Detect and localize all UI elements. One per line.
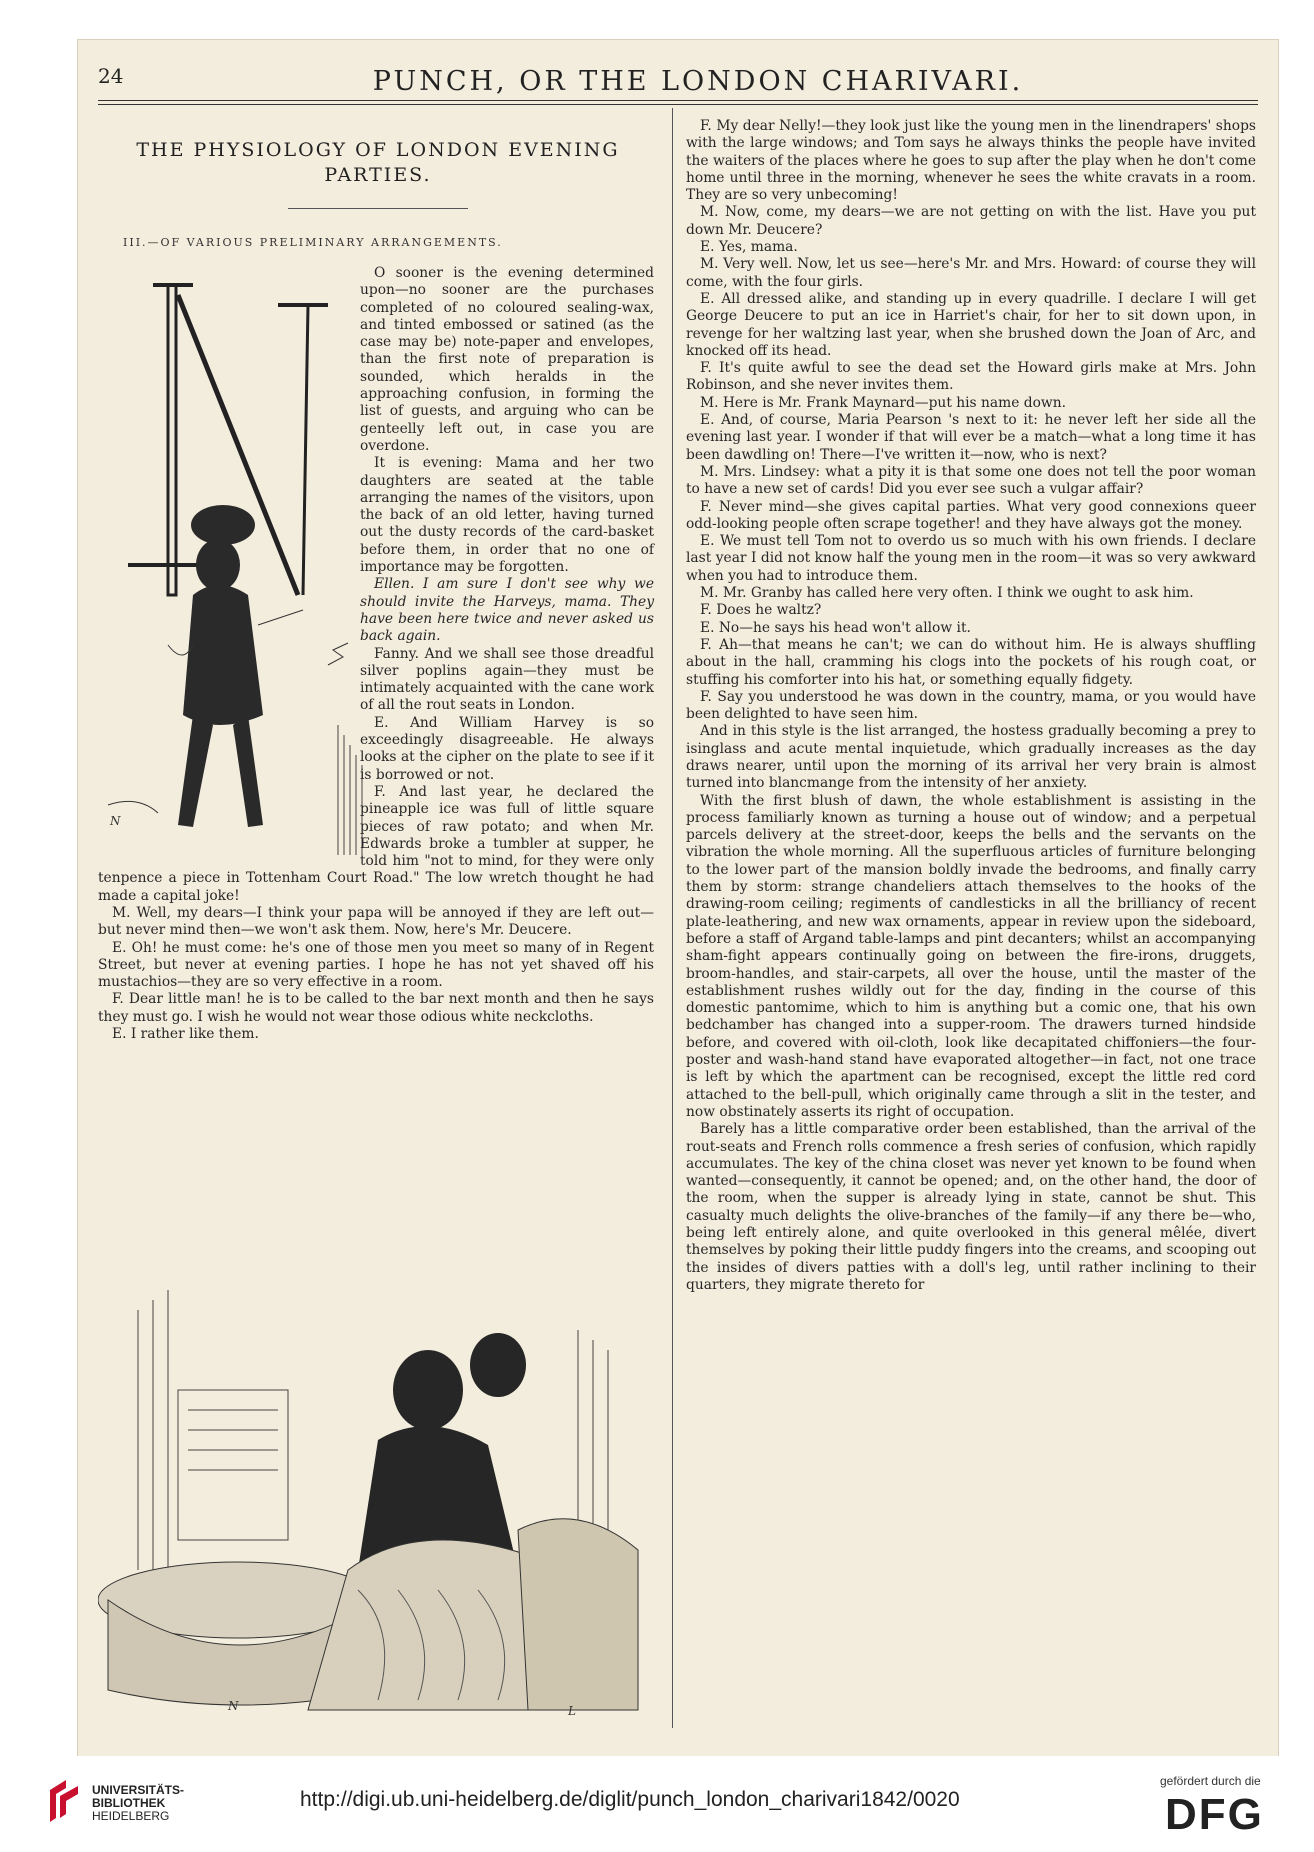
left-paragraph: E. And William Harvey is so exceedingly disagreeable. He always looks at the cipher on the plate to see if it is borrowed or not. — [360, 714, 654, 783]
right-paragraph: E. And, of course, Maria Pearson 's next to it: he never left her side all the evening last year. I wonder if that will ever be a match—what a long time it has been dawdling on! There—I've written it—now, who is next? — [686, 412, 1256, 463]
left-paragraph: Fanny. And we shall see those dreadful silver poplins again—they must be intimately acquainted with the cane work of all the rout seats in London. — [360, 645, 654, 714]
scanned-page — [78, 40, 1278, 1756]
library-logo-icon — [48, 1778, 82, 1822]
right-paragraph: And in this style is the list arranged, the hostess gradually becoming a prey to isinglass and acute mental inquietude, which gradually increases as the day draws nearer, until upon the morning of its arrival her very brain is almost turned into blancmange from the intensity of her anxiety. — [686, 723, 1256, 792]
header-rule-thin — [98, 104, 1258, 105]
right-paragraph: M. Very well. Now, let us see—here's Mr. and Mrs. Howard: of course they will come, with the four girls. — [686, 256, 1256, 290]
right-paragraph: E. No—he says his head won't allow it. — [700, 619, 971, 636]
page-number: 24 — [98, 64, 124, 88]
dfg-logo: DFG — [1165, 1790, 1264, 1839]
right-paragraph: F. Say you understood he was down in the country, mama, or you would have been delighted to have seen him. — [686, 688, 1256, 723]
title-rule — [288, 208, 468, 209]
left-paragraph: E. I rather like them. — [112, 1026, 259, 1043]
right-paragraph: Barely has a little comparative order been established, than the arrival of the rout-seats and French rolls commence a fresh series of confusion, which rapidly accumulates. The key of the china closet was never yet known to be found when wanted—consequently, it cannot be opened; and, on the other hand, the door of the room, when the supper is already lying in state, cannot be shut. This casualty much delights the olive-branches of the family—if any there be—who, being left entirely alone, and quite overlooked in this general mêlée, divert themselves by poking their little puddy fingers into the creams, and scooping out the insides of divers patties with a doll's leg, until rather inclining to their quarters, they migrate thereto for — [686, 1121, 1256, 1293]
footer-bar — [0, 1756, 1314, 1852]
left-paragraph: E. Oh! he must come: he's one of those men you meet so many of in Regent Street, but never at evening parties. I hope he has not yet shaved off his mustachios—they are so very effective in a room. — [98, 939, 654, 991]
left-paragraph: F. And last year, he declared the pineapple ice was full of little square pieces of raw potato; and when Mr. Edwards broke a tumbler at supper, he told him "not to mind, for they were only tenpence a piece in Tottenham Court Road." The low wretch thought he had made a capital joke! — [98, 783, 654, 904]
illustration-signature: N — [228, 1699, 239, 1713]
right-paragraph: M. Here is Mr. Frank Maynard—put his name down. — [700, 394, 1066, 411]
article-title: THE PHYSIOLOGY OF LONDON EVENING PARTIES. — [136, 139, 620, 186]
ladies-at-table-illustration — [98, 1270, 654, 1720]
right-paragraph: M. Now, come, my dears—we are not getting on with the list. Have you put down Mr. Deucere? — [686, 204, 1256, 238]
right-paragraph: E. We must tell Tom not to overdo us so much with his own friends. I declare last year I did not know half the young men in the room—it was so very awkward when you had to introduce them. — [686, 533, 1256, 584]
library-line: BIBLIOTHEK — [92, 1796, 166, 1810]
left-paragraph: Ellen. I am sure I don't see why we should invite the Harveys, mama. They have been here twice and never asked us back again. — [360, 576, 654, 645]
right-paragraph: F. My dear Nelly!—they look just like the young men in the linendrapers' shops with the large windows; and Tom says he always thinks the people have invited the waiters of the places where he goes to sup after the play when he don't come home until three in the morning, whenever he sees the white cravats in a room. They are so very unbecoming! — [686, 118, 1256, 204]
right-paragraph: F. Does he waltz? — [700, 602, 822, 619]
source-url-link[interactable]: http://digi.ub.uni-heidelberg.de/diglit/punch_london_charivari1842/0020 — [300, 1788, 960, 1811]
library-line: HEIDELBERG — [92, 1809, 170, 1823]
right-paragraph: With the first blush of dawn, the whole establishment is assisting in the process familiarly known as turning a house out of window; and a perpetual parcels delivery at the street-door, keeps the bells and the servants on the vibration the whole morning. All the superfluous articles of furniture belonging to the lower part of the mansion boldly invade the bedrooms, and finally carry them by storm: strange chandeliers attach themselves to the hooks of the drawing-room ceiling; regiments of candlesticks in all the brilliancy of recent plate-leathering, and new wax ornaments, appear in review upon the sideboard, before a staff of Argand table-lamps and pint decanters; whilst an accompanying sham-fight appears continually going on between the fire-irons, druggets, broom-handles, and stair-carpets, all over the house, until the master of the establishment rushes wildly out for the day, finding in the course of this domestic pantomime, which to him is anything but a comic one, that his own bedchamber has changed into a supper-room. The drawers turned hindside before, and covered with oil-cloth, look like decapitated chiffoniers—the four-poster and wash-hand stand have evaporated altogether—in fact, not one trace is left by which the apartment can be recognised, except the little red cord attached to the bell-pull, which originally came through a slit in the tester, and now obstinately asserts its right of occupation. — [686, 792, 1256, 1120]
section-heading: III.—OF VARIOUS PRELIMINARY ARRANGEMENTS. — [123, 236, 503, 249]
illustration-signature-right: L — [568, 1704, 576, 1718]
right-paragraph: M. Mrs. Lindsey: what a pity it is that some one does not tell the poor woman to have a new set of cards! Did you ever see such a vulgar affair? — [686, 463, 1256, 498]
right-paragraph: F. It's quite awful to see the dead set the Howard girls make at Mrs. John Robinson, and she never invites them. — [686, 360, 1256, 394]
library-name — [92, 1784, 184, 1823]
signature-mark: N — [110, 814, 121, 828]
running-head: PUNCH, OR THE LONDON CHARIVARI. — [372, 66, 1024, 97]
header-rule — [98, 100, 1258, 101]
right-paragraph: F. Ah—that means he can't; we can do without him. He is always shuffling about in the hall, cramming his clogs into the pockets of his rough coat, or stuffing his comforter into his hat, or something equally fidgety. — [686, 636, 1256, 688]
left-column-text — [98, 265, 654, 1043]
right-column-text — [686, 118, 1256, 1294]
right-paragraph: E. Yes, mama. — [700, 239, 798, 256]
illustration-float-space — [98, 265, 360, 855]
right-paragraph: M. Mr. Granby has called here very often. I think we ought to ask him. — [700, 585, 1194, 602]
left-paragraph: O sooner is the evening determined upon—no sooner are the purchases completed of no coloured sealing-wax, and tinted embossed or satined (as the case may be) note-paper and envelopes, than the first note of preparation is sounded, which heralds in the approaching confusion, in forming the list of guests, and arguing who can be genteelly left out, in case you are overdone. — [360, 265, 654, 454]
right-paragraph: E. All dressed alike, and standing up in every quadrille. I declare I will get George Deucere to put an ice in Harriet's chair, for her to sit down upon, in revenge for her waltzing last year, when she brushed down the Joan of Arc, and knocked off its head. — [686, 290, 1256, 359]
left-paragraph: It is evening: Mama and her two daughters are seated at the table arranging the names of the visitors, upon the back of an old letter, having turned out the dusty records of the card-basket before them, in order that no one of importance may be forgotten. — [360, 455, 654, 576]
left-paragraph: F. Dear little man! he is to be called to the bar next month and then he says they must go. I wish he would not wear those odious white neckcloths. — [98, 991, 654, 1025]
library-line: UNIVERSITÄTS- — [92, 1783, 185, 1797]
left-paragraph: M. Well, my dears—I think your papa will be annoyed if they are left out—but never mind then—we won't ask them. Now, here's Mr. Deucere. — [98, 904, 654, 939]
right-paragraph: F. Never mind—she gives capital parties. What very good connexions queer odd-looking people often scrape together! and they have always got the money. — [686, 498, 1256, 532]
column-divider — [672, 108, 673, 1728]
funded-by-label: gefördert durch die — [1160, 1774, 1261, 1788]
